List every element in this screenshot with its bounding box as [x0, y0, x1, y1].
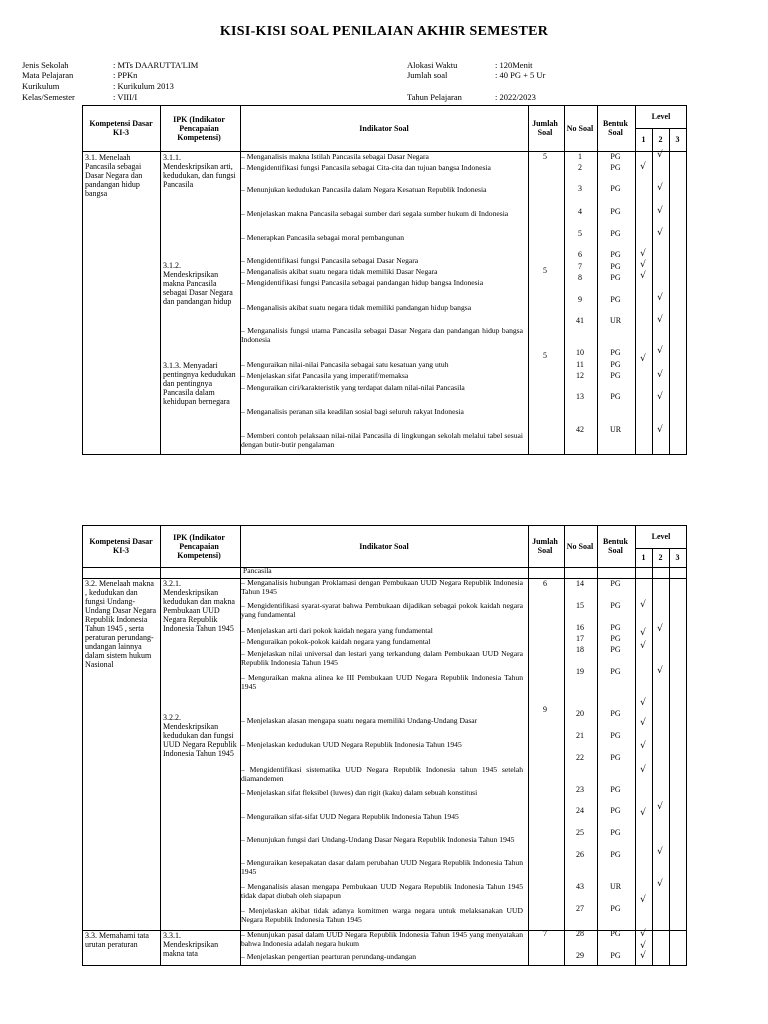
no-cell: 2 — [578, 163, 582, 172]
check-mark: √ — [657, 847, 663, 857]
check-mark: √ — [640, 765, 646, 775]
check-mark: √ — [657, 392, 663, 402]
header-level: Level — [651, 112, 671, 121]
no-cell: 23 — [576, 785, 584, 794]
bentuk-cell: PG — [610, 929, 621, 938]
meta-label: Kelas/Semester — [22, 92, 75, 102]
bentuk-cell: PG — [610, 250, 621, 259]
indikator-cell: – Menerapkan Pancasila sebagai moral pembangunan — [241, 233, 404, 242]
check-mark: √ — [640, 600, 646, 610]
header-level-1: 1 — [641, 552, 646, 562]
check-mark: √ — [657, 879, 663, 889]
indikator-cell: – Mengidentifikasi syarat-syarat bahwa Pembukaan dijadikan sebagai pokok kaidah negara yang fundamental — [241, 601, 523, 619]
bentuk-cell: PG — [610, 731, 621, 740]
header-kd: Kompetensi Dasar KI-3 — [89, 537, 153, 555]
bentuk-cell: UR — [609, 425, 622, 434]
check-mark: √ — [657, 802, 663, 812]
document-title: KISI-KISI SOAL PENILAIAN AKHIR SEMESTER — [219, 24, 549, 39]
header-jumlah: Jumlah Soal — [532, 537, 558, 555]
bentuk-cell: PG — [610, 753, 621, 762]
header-no: No Soal — [566, 123, 594, 133]
bentuk-cell: PG — [610, 295, 621, 304]
no-cell: 3 — [578, 184, 582, 193]
bentuk-cell: PG — [610, 392, 621, 401]
indikator-cell: – Menjelaskan pengertian pearturan perundang-undangan — [241, 952, 417, 961]
bentuk-cell: UR — [609, 316, 622, 325]
meta-label: Kurikulum — [22, 81, 60, 91]
indikator-cell: – Menganalisis fungsi utama Pancasila sebagai Dasar Negara dan pandangan hidup bangsa Indonesia — [241, 326, 523, 344]
no-cell: 17 — [576, 634, 584, 643]
bentuk-cell: PG — [610, 371, 621, 380]
bentuk-cell: PG — [610, 785, 621, 794]
check-mark: √ — [640, 895, 646, 905]
bentuk-cell: PG — [610, 348, 621, 357]
header-ipk: IPK (Indikator Pencapaian Kompetensi) — [173, 532, 225, 560]
no-cell: 13 — [576, 392, 584, 401]
kd-cell: 3.3. Memahami tata urutan peraturan — [85, 931, 149, 949]
indikator-cell: – Menjelaskan akibat tidak adanya komitmen warga negara untuk melaksanakan UUD Negara Republik Indonesia Tahun 1945 — [241, 906, 523, 924]
no-cell: 10 — [576, 348, 584, 357]
bentuk-cell: PG — [610, 579, 621, 588]
no-cell: 42 — [576, 425, 584, 434]
bentuk-cell: PG — [610, 634, 621, 643]
bentuk-cell: PG — [610, 229, 621, 238]
indikator-cell: – Mengidentifikasi fungsi Pancasila sebagai Dasar Negara — [241, 256, 419, 265]
bentuk-cell: PG — [610, 951, 621, 960]
bentuk-cell: PG — [610, 904, 621, 913]
meta-label: Tahun Pelajaran — [407, 92, 462, 102]
indikator-cell: – Menganalisis makna Istilah Pancasila sebagai Dasar Negara — [241, 152, 429, 161]
meta-value: : VIII/I — [113, 92, 138, 102]
check-mark: √ — [640, 628, 646, 638]
bentuk-cell: PG — [610, 184, 621, 193]
meta-value: : MTs DAARUTTA'LIM — [113, 60, 199, 70]
no-cell: 5 — [578, 229, 582, 238]
check-mark: √ — [640, 698, 646, 708]
ipk-cell: 3.2.1. Mendeskripsikan kedudukan dan makna Pembukaan UUD Negara Republik Indonesia Tahun 1945 — [163, 579, 235, 633]
indikator-cell: – Menunjukan kedudukan Pancasila dalam Negara Kesatuan Republik Indonesia — [241, 185, 487, 194]
indikator-cell: – Menganalisis peranan sila keadilan sosial bagi seluruh rakyat Indonesia — [241, 407, 464, 416]
meta-value: : PPKn — [113, 70, 138, 80]
check-mark: √ — [640, 808, 646, 818]
header-bentuk: Bentuk Soal — [603, 119, 628, 137]
bentuk-cell: PG — [610, 667, 621, 676]
meta-label: Mata Pelajaran — [22, 70, 74, 80]
check-mark: √ — [640, 260, 646, 270]
header-jumlah: Jumlah Soal — [532, 119, 558, 137]
indikator-cell: – Menganalisis akibat suatu negara tidak memiliki pandangan hidup bangsa — [241, 303, 472, 312]
header-level-1: 1 — [641, 134, 646, 144]
check-mark: √ — [657, 183, 663, 193]
indikator-cell: – Mengidentifikasi fungsi Pancasila sebagai pandangan hidup bangsa Indonesia — [241, 278, 484, 287]
meta-value: : 40 PG + 5 Ur — [495, 70, 546, 80]
ipk-cell: 3.2.2. Mendeskripsikan kedudukan dan fungsi UUD Negara Republik Indonesia Tahun 1945 — [163, 713, 237, 758]
bentuk-cell: PG — [610, 262, 621, 271]
no-cell: 28 — [576, 929, 584, 938]
header-level-3: 3 — [675, 134, 680, 144]
check-mark: √ — [640, 641, 646, 651]
bentuk-cell: PG — [610, 806, 621, 815]
bentuk-cell: PG — [610, 152, 621, 161]
indikator-cell: – Menganalisis alasan mengapa Pembukaan UUD Negara Republik Indonesia Tahun 1945 tidak dapat diubah oleh siapapun — [241, 882, 523, 900]
no-cell: 15 — [576, 601, 584, 610]
meta-value: : Kurikulum 2013 — [113, 81, 174, 91]
no-cell: 12 — [576, 371, 584, 380]
check-mark: √ — [657, 206, 663, 216]
check-mark: √ — [657, 293, 663, 303]
bentuk-cell: PG — [610, 623, 621, 632]
no-cell: 4 — [578, 207, 582, 216]
indikator-cell: – Mengidentifikasi fungsi Pancasila sebagai Cita-cita dan tujuan bangsa Indonesia — [241, 163, 491, 172]
header-indikator: Indikator Soal — [359, 123, 409, 133]
check-mark: √ — [657, 346, 663, 356]
check-mark: √ — [657, 425, 663, 435]
jumlah-cell: 6 — [543, 579, 547, 588]
no-cell: 16 — [576, 623, 584, 632]
bentuk-cell: PG — [610, 828, 621, 837]
check-mark: √ — [657, 370, 663, 380]
no-cell: 11 — [576, 360, 584, 369]
ipk-cell: 3.1.3. Menyadari pentingnya kedudukan dan pentingnya Pancasila dalam kehidupan bernegara — [163, 361, 236, 406]
header-level-2: 2 — [658, 134, 663, 144]
bentuk-cell: PG — [610, 709, 621, 718]
indikator-cell: – Menguraikan nilai-nilai Pancasila sebagai satu kesatuan yang utuh — [241, 360, 449, 369]
ipk-cell: 3.3.1. Mendeskripsikan makna tata — [163, 931, 219, 958]
no-cell: 19 — [576, 667, 584, 676]
no-cell: 8 — [578, 273, 582, 282]
meta-label: Alokasi Waktu — [407, 60, 458, 70]
indikator-cell: – Menjelaskan makna Pancasila sebagai sumber dari segala sumber hukum di Indonesia — [241, 209, 509, 218]
no-cell: 43 — [576, 882, 584, 891]
no-cell: 14 — [576, 579, 584, 588]
check-mark: √ — [640, 249, 646, 259]
no-cell: 22 — [576, 753, 584, 762]
check-mark: √ — [640, 718, 646, 728]
header-level: Level — [651, 532, 671, 541]
kd-cell: 3.2. Menelaah makna , kedudukan dan fungsi Undang-Undang Dasar Negara Republik Indonesia Tahun 1945 , serta peraturan perundang-undangan lainnya dalam sistem hukum Nasional — [85, 579, 157, 669]
indikator-cell: – Menjelaskan arti dari pokok kaidah negara yang fundamental — [241, 626, 433, 635]
check-mark: √ — [640, 951, 646, 961]
jumlah-cell: 7 — [543, 929, 547, 938]
header-ipk: IPK (Indikator Pencapaian Kompetensi) — [173, 114, 225, 142]
indikator-cell: – Menjelaskan kedudukan UUD Negara Republik Indonesia Tahun 1945 — [241, 740, 462, 749]
no-cell: 1 — [578, 152, 582, 161]
header-kd: Kompetensi Dasar KI-3 — [89, 119, 153, 137]
indikator-cell: – Menjelaskan alasan mengapa suatu negara memiliki Undang-Undang Dasar — [241, 716, 478, 725]
header-indikator: Indikator Soal — [359, 541, 409, 551]
check-mark: √ — [640, 741, 646, 751]
jumlah-cell: 5 — [543, 266, 547, 275]
header-level-2: 2 — [658, 552, 663, 562]
indikator-cell: – Mengidentifikasi sistematika UUD Negara Republik Indonesia tahun 1945 setelah diamandemen — [241, 765, 523, 783]
bentuk-cell: PG — [610, 850, 621, 859]
indikator-cell: – Menjelaskan sifat Pancasila yang imperatif/memaksa — [241, 371, 409, 380]
no-cell: 27 — [576, 904, 584, 913]
indikator-cell: – Menganalisis akibat suatu negara tidak memiliki Dasar Negara — [241, 267, 438, 276]
check-mark: √ — [657, 150, 663, 160]
meta-value: : 2022/2023 — [495, 92, 536, 102]
check-mark: √ — [640, 929, 646, 939]
jumlah-cell: 9 — [543, 705, 547, 714]
meta-label: Jenis Sekolah — [22, 60, 69, 70]
bentuk-cell: PG — [610, 601, 621, 610]
ipk-cell: 3.1.2. Mendeskripsikan makna Pancasila sebagai Dasar Negara dan pandangan hidup — [163, 261, 233, 306]
check-mark: √ — [657, 228, 663, 238]
no-cell: 21 — [576, 731, 584, 740]
no-cell: 26 — [576, 850, 584, 859]
bentuk-cell: PG — [610, 645, 621, 654]
indikator-cell: – Menjelaskan sifat fleksibel (luwes) dan rigit (kaku) dalam sebuah konstitusi — [241, 788, 478, 797]
check-mark: √ — [640, 941, 646, 951]
bentuk-cell: UR — [609, 882, 622, 891]
indikator-cell: – Menjelaskan nilai universal dan lestari yang terkandung dalam Pembukaan UUD Negara Republik Indonesia Tahun 1945 — [241, 649, 523, 667]
header-level-3: 3 — [675, 552, 680, 562]
no-cell: 9 — [578, 295, 582, 304]
indikator-cell: – Memberi contoh pelaksaan nilai-nilai Pancasila di lingkungan sekolah melalui tabel sesuai dengan butir-butir pengalaman — [241, 432, 523, 449]
indikator-cell: – Menguraikan pokok-pokok kaidah negara yang fundamental — [241, 637, 431, 646]
jumlah-cell: 5 — [543, 152, 547, 161]
carry-over-text: Pancasila — [243, 566, 272, 575]
indikator-cell: – Menunjukan pasal dalam UUD Negara Republik Indonesia Tahun 1945 yang menyatakan bahwa Indonesia adalah negara hukum — [241, 930, 523, 948]
indikator-cell: – Menguraikan kesepakatan dasar dalam perubahan UUD Negara Republik Indonesia Tahun 1945 — [241, 858, 523, 876]
indikator-cell: – Menunjukan fungsi dari Undang-Undang Dasar Negara Republik Indonesia Tahun 1945 — [241, 835, 515, 844]
ipk-cell: 3.1.1. Mendeskripsikan arti, kedudukan, dan fungsi Pancasila — [163, 153, 236, 189]
check-mark: √ — [657, 624, 663, 634]
header-bentuk: Bentuk Soal — [603, 537, 628, 555]
check-mark: √ — [640, 162, 646, 172]
meta-label: Jumlah soal — [407, 70, 448, 80]
bentuk-cell: PG — [610, 163, 621, 172]
check-mark: √ — [640, 354, 646, 364]
indikator-cell: – Menganalisis hubungan Proklamasi dengan Pembukaan UUD Negara Republik Indonesia Tahun 1945 — [241, 578, 523, 596]
no-cell: 18 — [576, 645, 584, 654]
header-no: No Soal — [566, 541, 594, 551]
check-mark: √ — [657, 315, 663, 325]
check-mark: √ — [657, 666, 663, 676]
no-cell: 41 — [576, 316, 584, 325]
no-cell: 25 — [576, 828, 584, 837]
bentuk-cell: PG — [610, 273, 621, 282]
indikator-cell: – Menguraikan ciri/karakteristik yang terdapat dalam nilai-nilai Pancasila — [241, 383, 465, 392]
no-cell: 24 — [576, 806, 584, 815]
meta-value: : 120Menit — [495, 60, 533, 70]
no-cell: 20 — [576, 709, 584, 718]
bentuk-cell: PG — [610, 360, 621, 369]
jumlah-cell: 5 — [543, 351, 547, 360]
indikator-cell: – Menguraikan sifat-sifat UUD Negara Republik Indonesia Tahun 1945 — [241, 812, 459, 821]
bentuk-cell: PG — [610, 207, 621, 216]
no-cell: 7 — [578, 262, 582, 271]
kd-cell: 3.1. Menelaah Pancasila sebagai Dasar Negara dan pandangan hidup bangsa — [85, 153, 143, 198]
no-cell: 6 — [578, 250, 582, 259]
no-cell: 29 — [576, 951, 584, 960]
check-mark: √ — [640, 271, 646, 281]
indikator-cell: – Menguraikan makna alinea ke III Pembukaan UUD Negara Republik Indonesia Tahun 1945 — [241, 673, 523, 691]
